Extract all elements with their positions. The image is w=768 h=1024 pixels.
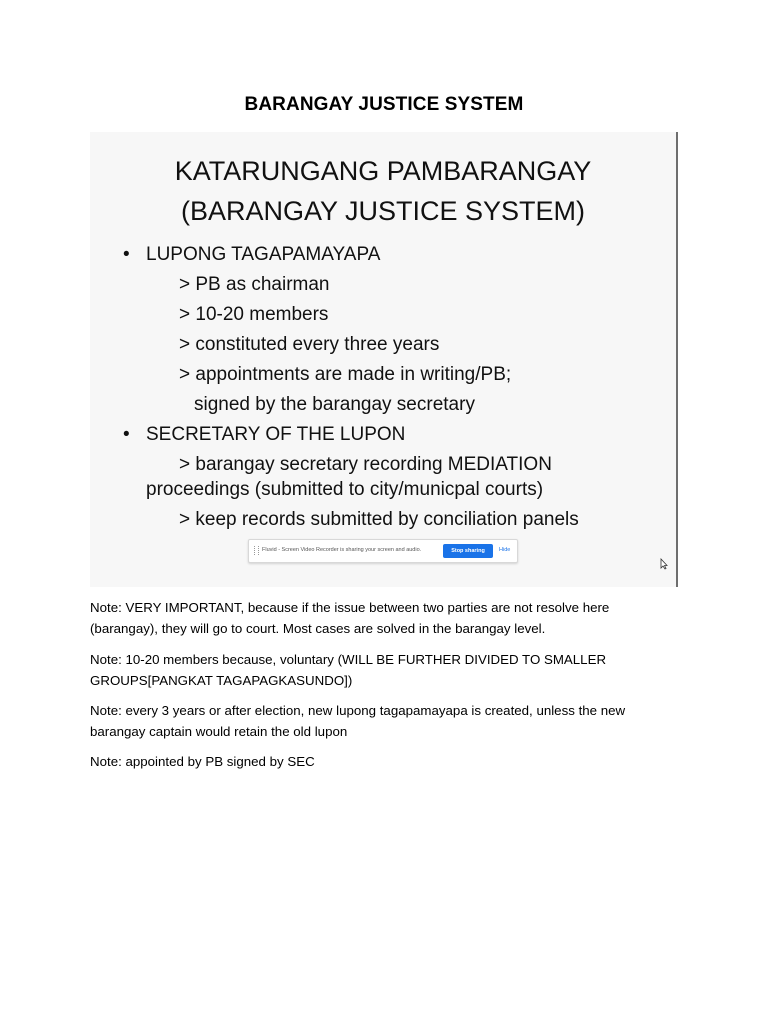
bullet-marker: •	[123, 244, 130, 265]
note-paragraph: Note: VERY IMPORTANT, because if the issue between two parties are not resolve here (barangay), they will go to court. Most cases are solved in the barangay level.	[90, 600, 610, 636]
hide-button[interactable]: Hide	[499, 547, 511, 553]
sub-item-continuation: signed by the barangay secretary	[194, 394, 475, 415]
screen-share-bar	[248, 539, 518, 563]
sub-item: > keep records submitted by conciliation panels	[179, 509, 579, 530]
stop-sharing-button[interactable]: Stop sharing	[443, 544, 493, 558]
mouse-cursor-icon	[660, 558, 668, 570]
bullet-lupong-tagapamayapa: LUPONG TAGAPAMAYAPA	[146, 244, 381, 265]
sub-item: > appointments are made in writing/PB;	[179, 364, 512, 385]
bullet-marker: •	[123, 424, 130, 445]
slide-image	[90, 132, 678, 587]
sub-item: > PB as chairman	[179, 274, 330, 295]
note-paragraph: Note: 10-20 members because, voluntary (WILL BE FURTHER DIVIDED TO SMALLER GROUPS[PANGKAT TAGAPAGKASUNDO])	[90, 652, 607, 688]
drag-handle-icon[interactable]	[254, 546, 259, 555]
slide-heading-line1: KATARUNGANG PAMBARANGAY	[174, 156, 592, 186]
note-paragraph: Note: every 3 years or after election, new lupong tagapamayapa is created, unless the new barangay captain would retain the old lupon	[90, 703, 626, 739]
sub-item: > barangay secretary recording MEDIATION	[179, 454, 552, 475]
sub-item: > constituted every three years	[179, 334, 440, 355]
bullet-secretary-of-the-lupon: SECRETARY OF THE LUPON	[146, 424, 406, 445]
sub-item: > 10-20 members	[179, 304, 329, 325]
share-message: Fluvid - Screen Video Recorder is sharing your screen and audio.	[262, 547, 422, 553]
page-title: BARANGAY JUSTICE SYSTEM	[244, 94, 524, 115]
note-paragraph: Note: appointed by PB signed by SEC	[90, 754, 315, 769]
sub-item-continuation: proceedings (submitted to city/municpal courts)	[146, 479, 544, 500]
slide-heading-line2: (BARANGAY JUSTICE SYSTEM)	[180, 196, 586, 226]
